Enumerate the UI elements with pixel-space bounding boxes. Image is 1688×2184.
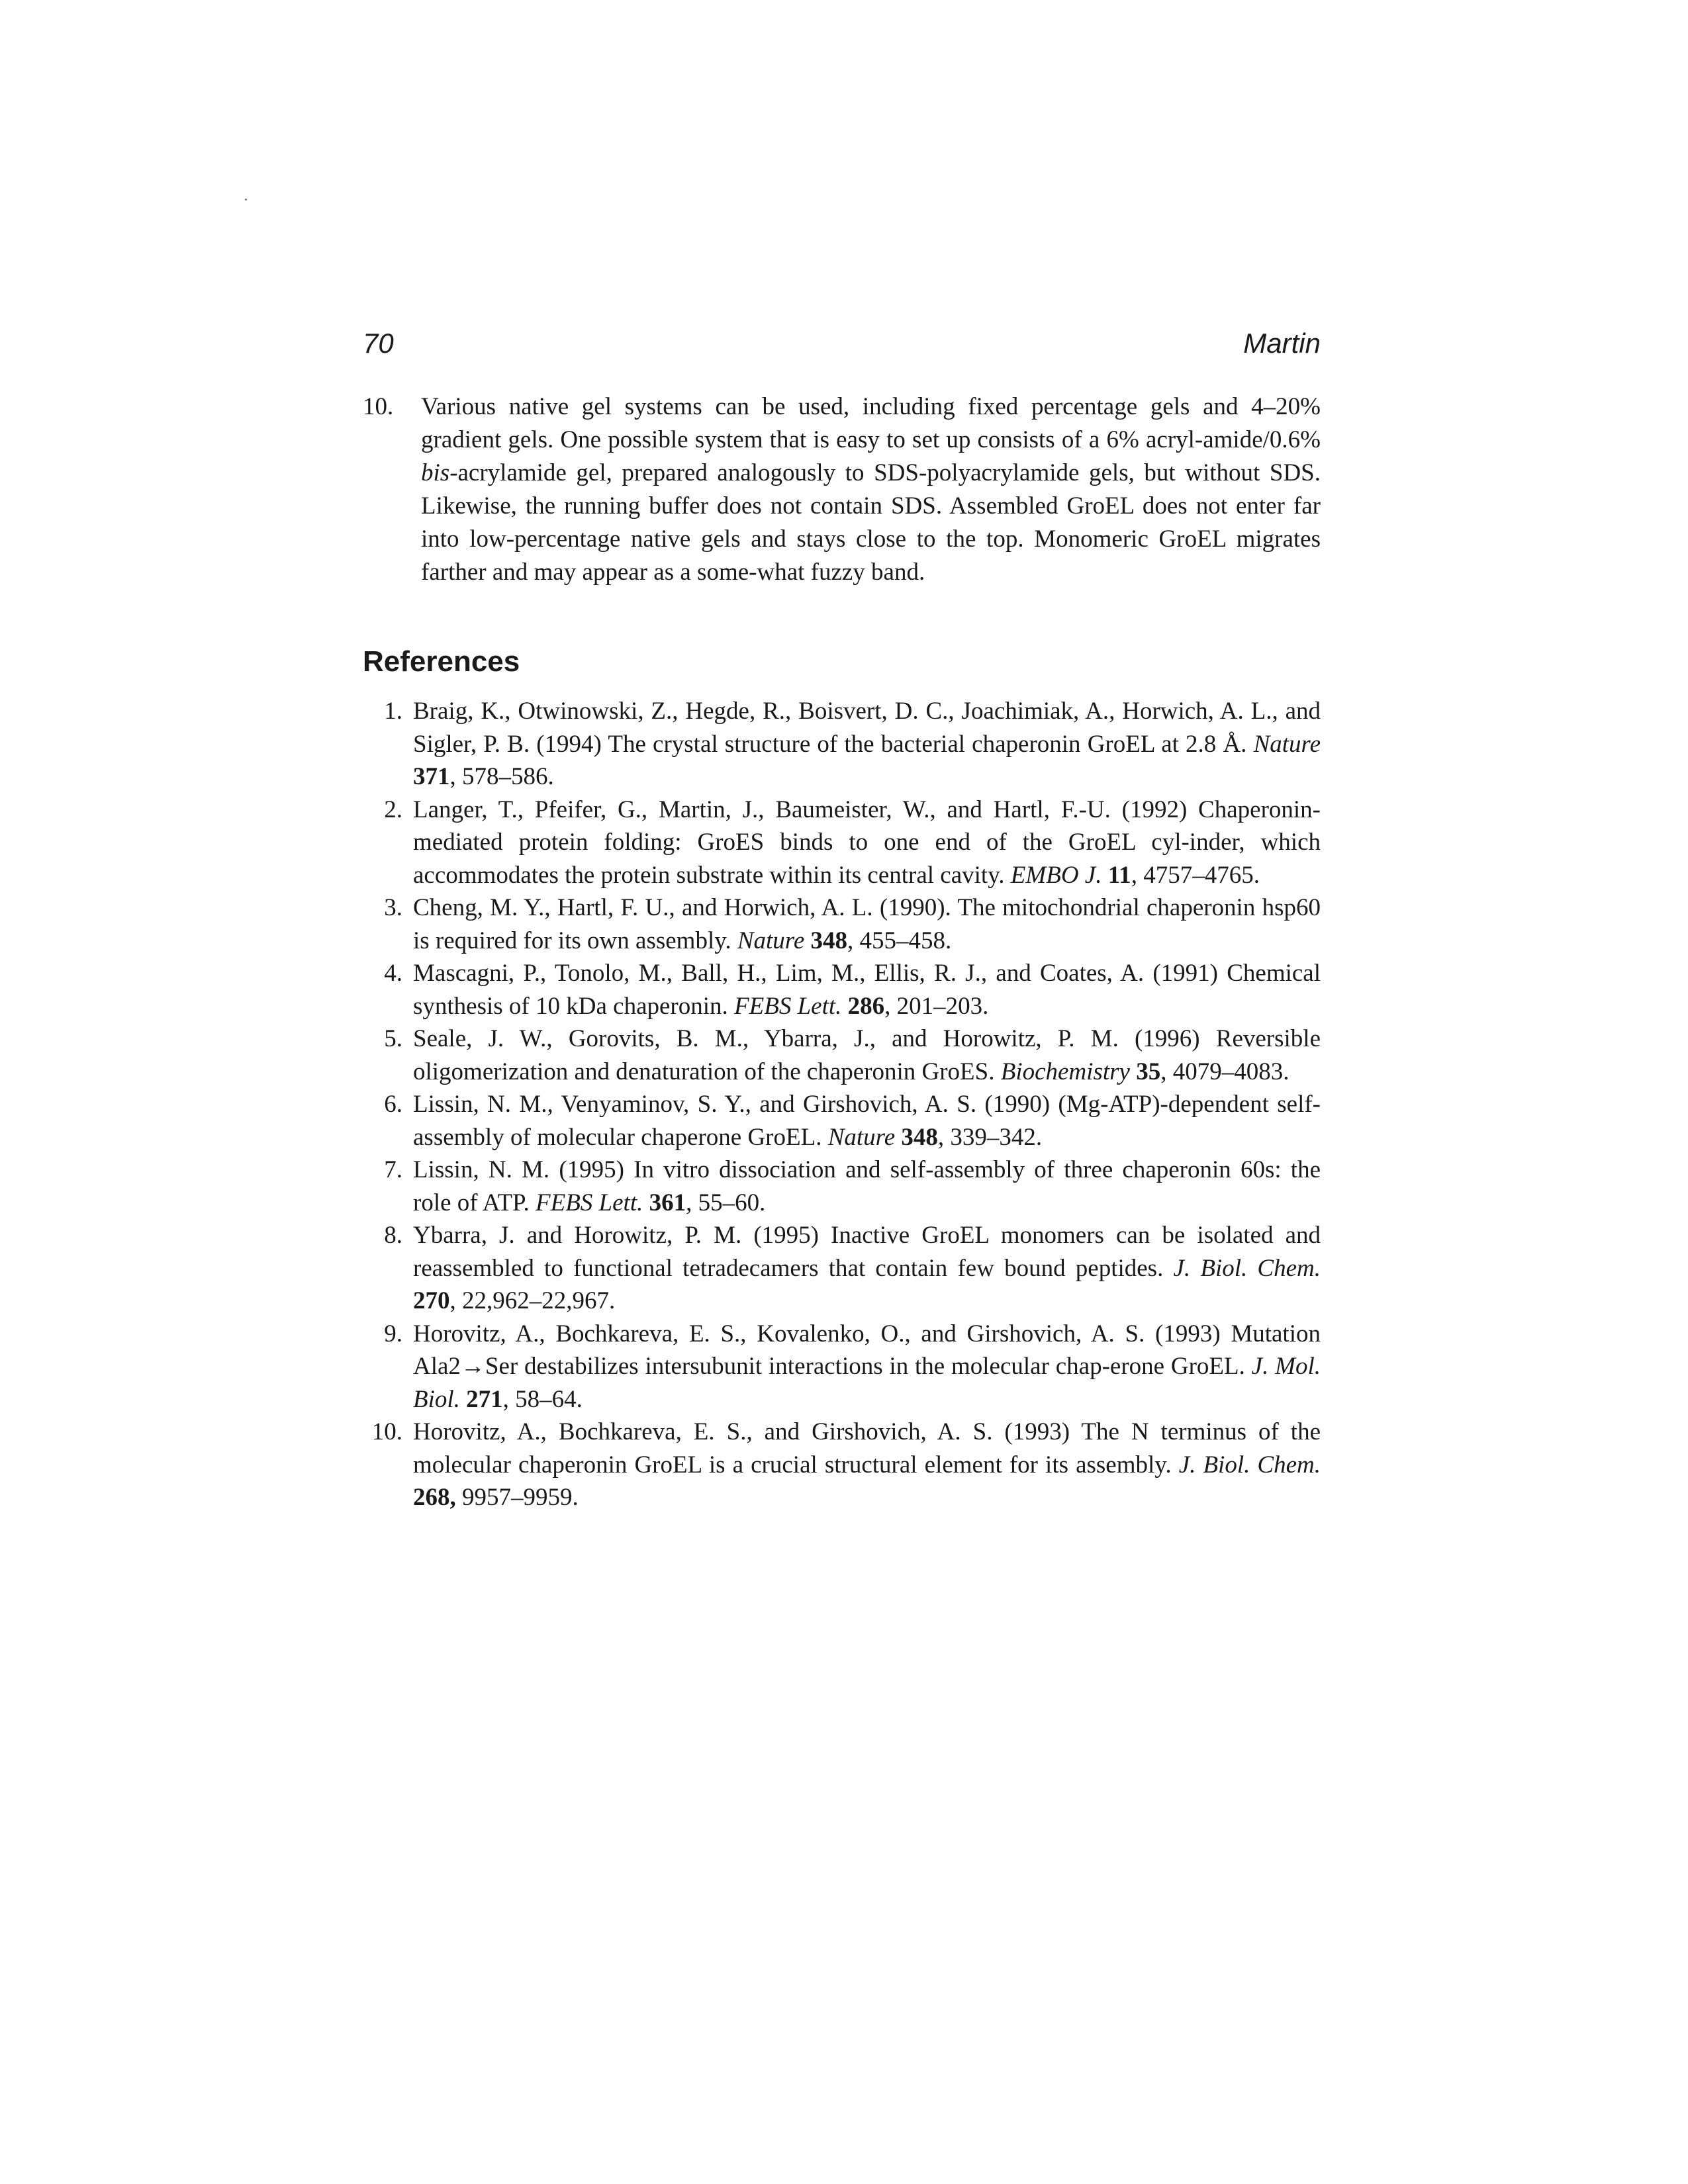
reference-text [413, 1416, 1321, 1514]
reference-pages: , 22,962–22,967. [449, 1287, 616, 1314]
reference-volume: 35 [1136, 1058, 1161, 1085]
reference-number: 5. [384, 1025, 402, 1052]
reference-text [413, 1023, 1321, 1088]
reference-journal: FEBS Lett. [734, 992, 842, 1020]
reference-number: 8. [384, 1222, 402, 1249]
reference-authors: Lissin, N. M. (1995) In vitro dissociation and self-assembly of three chaperonin 60s: the role of ATP. [413, 1156, 1321, 1216]
reference-journal: J. Biol. Chem. [1178, 1451, 1321, 1479]
reference-volume: 270 [413, 1287, 450, 1314]
reference-text [413, 1154, 1321, 1219]
note-number: 10. [363, 393, 394, 420]
reference-pages: , 201–203. [884, 992, 989, 1020]
reference-pages: , 4757–4765. [1131, 861, 1260, 889]
reference-authors: Horovitz, A., Bochkareva, E. S., and Girshovich, A. S. (1993) The N terminus of the molecular chaperonin GroEL is a crucial structural element for its assembly. [413, 1418, 1321, 1479]
reference-pages: , 578–586. [449, 763, 554, 790]
reference-text [413, 695, 1321, 794]
reference-text [413, 794, 1321, 892]
reference-number: 6. [384, 1091, 402, 1118]
note-text-part: Various native gel systems can be used, including fixed percentage gels and 4–20% gradient gels. One possible system that is easy to set up consists of a 6% acryl-amide/0.6% [421, 393, 1321, 453]
reference-item [363, 957, 1321, 1023]
reference-number: 3. [384, 894, 402, 921]
reference-volume: 11 [1107, 861, 1131, 889]
reference-authors: Ybarra, J. and Horowitz, P. M. (1995) Inactive GroEL monomers can be isolated and reassembled to functional tetradecamers that contain few bound peptides. [413, 1222, 1321, 1282]
reference-item [363, 1416, 1321, 1514]
reference-number: 7. [384, 1156, 402, 1183]
page-number: 70 [363, 328, 394, 359]
reference-number: 10. [371, 1418, 402, 1445]
reference-text [413, 1088, 1321, 1154]
reference-journal: EMBO J. [1010, 861, 1102, 889]
reference-authors: Horovitz, A., Bochkareva, E. S., Kovalenko, O., and Girshovich, A. S. (1993) Mutation Ala2→Ser destabilizes intersubunit interactions in the molecular chap-erone GroEL. [413, 1320, 1321, 1380]
reference-authors: Braig, K., Otwinowski, Z., Hegde, R., Boisvert, D. C., Joachimiak, A., Horwich, A. L., and Sigler, P. B. (1994) The crystal structure of the bacterial chaperonin GroEL at 2.8 Å. [413, 698, 1321, 758]
reference-item [363, 794, 1321, 892]
reference-pages: , 4079–4083. [1160, 1058, 1289, 1085]
reference-authors: Lissin, N. M., Venyaminov, S. Y., and Girshovich, A. S. (1990) (Mg-ATP)-dependent self-assembly of molecular chaperone GroEL. [413, 1091, 1321, 1151]
references-heading: References [363, 645, 520, 678]
reference-number: 9. [384, 1320, 402, 1347]
reference-item [363, 1023, 1321, 1088]
reference-text [413, 1219, 1321, 1318]
reference-volume: 348 [901, 1123, 938, 1151]
reference-journal: J. Mol. Biol. [413, 1353, 1321, 1413]
reference-text [413, 1318, 1321, 1416]
reference-pages: 9957–9959. [455, 1484, 579, 1511]
reference-volume: 271 [466, 1385, 503, 1413]
reference-authors: Cheng, M. Y., Hartl, F. U., and Horwich, A. L. (1990). The mitochondrial chaperonin hsp60 is required for its own assembly. [413, 894, 1321, 954]
reference-authors: Seale, J. W., Gorovits, B. M., Ybarra, J., and Horowitz, P. M. (1996) Reversible oligomerization and denaturation of the chaperonin GroES. [413, 1025, 1321, 1085]
reference-pages: , 339–342. [937, 1123, 1043, 1151]
running-head-author: Martin [1243, 328, 1321, 359]
note-text-part: -acrylamide gel, prepared analogously to SDS-polyacrylamide gels, but without SDS. Likewise, the running buffer does not contain SDS. Assembled GroEL does not enter far into low-percentage native gels and stays close to the top. Monomeric GroEL migrates farther and may appear as a some-what fuzzy band. [421, 459, 1321, 586]
reference-volume: 371 [413, 763, 450, 790]
reference-item [363, 891, 1321, 957]
reference-number: 4. [384, 960, 402, 987]
reference-volume: 361 [649, 1189, 686, 1216]
reference-journal: J. Biol. Chem. [1173, 1254, 1321, 1282]
reference-item [363, 1219, 1321, 1318]
reference-pages: , 455–458. [847, 927, 952, 954]
reference-text [413, 957, 1321, 1023]
reference-item [363, 1318, 1321, 1416]
reference-authors: Langer, T., Pfeifer, G., Martin, J., Baumeister, W., and Hartl, F.-U. (1992) Chaperonin-mediated protein folding: GroES binds to one end of the GroEL cyl-inder, which accommodates the protein substrate within its central cavity. [413, 796, 1321, 889]
reference-pages: , 58–64. [502, 1385, 583, 1413]
reference-volume: 286 [847, 992, 885, 1020]
scan-speck [245, 199, 247, 201]
reference-list [363, 695, 1321, 1514]
reference-volume: 268, [413, 1484, 456, 1511]
reference-journal: Nature [1253, 730, 1321, 758]
reference-text [413, 891, 1321, 957]
reference-item [363, 1154, 1321, 1219]
reference-number: 1. [384, 698, 402, 725]
reference-journal: Nature [827, 1123, 896, 1151]
reference-journal: FEBS Lett. [536, 1189, 643, 1216]
reference-volume: 348 [810, 927, 847, 954]
reference-item [363, 1088, 1321, 1154]
note-text [421, 390, 1321, 589]
reference-number: 2. [384, 796, 402, 823]
reference-journal: Biochemistry [1000, 1058, 1130, 1085]
running-head [363, 323, 1321, 364]
reference-item [363, 695, 1321, 794]
reference-pages: , 55–60. [686, 1189, 766, 1216]
reference-journal: Nature [737, 927, 805, 954]
note-item [363, 390, 1321, 589]
reference-authors: Mascagni, P., Tonolo, M., Ball, H., Lim, M., Ellis, R. J., and Coates, A. (1991) Chemical synthesis of 10 kDa chaperonin. [413, 960, 1321, 1020]
note-italic-term: bis [421, 459, 450, 486]
